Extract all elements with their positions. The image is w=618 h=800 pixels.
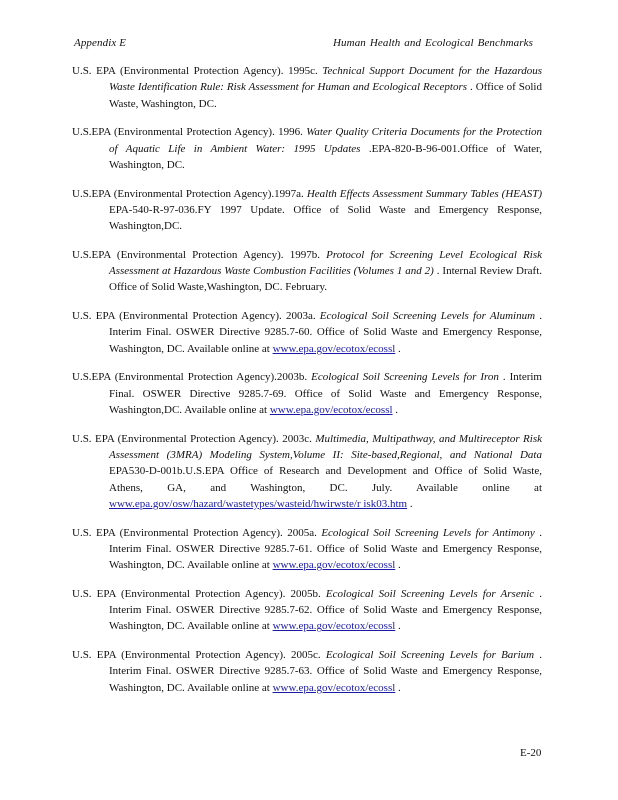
reference-entry: U.S. EPA (Environmental Protection Agency). 2005c. Ecological Soil Screening Levels for Barium . Interim Final. OSWER Directive 9285.7-63. Office of Solid Waste and Emergency Response, Washington, DC. Available online at www.epa.gov/ecotox/ecossl .: [72, 649, 543, 694]
reference-tail: . Internal Review Draft. Office of Solid Waste,Washington, DC. February.: [109, 265, 543, 294]
reference-lead: U.S.EPA (Environmental Protection Agency).1997a.: [72, 187, 304, 200]
reference-tail: .EPA-820-B-96-001.Office of Water, Washington, DC.: [109, 142, 542, 171]
reference-entry: U.S.EPA (Environmental Protection Agency).2003b. Ecological Soil Screening Levels for Iron . Interim Final. OSWER Directive 9285.7-69. Office of Solid Waste and Emergency Response, Washington,DC. Available online at www.epa.gov/ecotox/ecossl .: [72, 371, 542, 416]
reference-tail: . Office of Solid Waste, Washington, DC.: [109, 81, 542, 110]
reference-tail: . Interim Final. OSWER Directive 9285.7-62. Office of Solid Waste and Emergency Response, Washington, DC. Available online at: [109, 587, 542, 633]
reference-link[interactable]: www.epa.gov/ecotox/ecossl: [272, 559, 396, 572]
reference-entry: U.S. EPA (Environmental Protection Agency). 2003c. Multimedia, Multipathway, and Multireceptor Risk Assessment (3MRA) Modeling System,Volume II: Site-based,Regional, and National Data EPA530-D-001b.U.S.EPA Office of Research and Development and Office of Solid Waste, Athens, GA, and Washington, DC. July. Available online at www.epa.gov/osw/hazard/wastetypes/wasteid/hwirwste/r isk03.htm .: [72, 432, 542, 510]
reference-lead: U.S. EPA (Environmental Protection Agency). 2003c.: [72, 432, 312, 445]
reference-title: Multimedia, Multipathway, and Multireceptor Risk Assessment (3MRA) Modeling System,Volume II: Site-based,Regional, and National Data: [109, 432, 542, 461]
reference-entry: [72, 124, 542, 173]
reference-link[interactable]: www.epa.gov/ecotox/ecossl: [272, 681, 396, 694]
reference-tail: . Interim Final. OSWER Directive 9285.7-63. Office of Solid Waste and Emergency Response, Washington, DC. Available online at: [109, 649, 543, 694]
reference-title: Ecological Soil Screening Levels for Antimony: [321, 526, 535, 539]
reference-title: Ecological Soil Screening Levels for Iron: [311, 371, 499, 384]
reference-lead: U.S.EPA (Environmental Protection Agency). 1996.: [72, 126, 303, 139]
reference-link[interactable]: www.epa.gov/ecotox/ecossl: [272, 620, 396, 633]
reference-title: Ecological Soil Screening Levels for Barium: [325, 649, 535, 662]
reference-title: Water Quality Criteria Documents for the Protection of Aquatic Life in Ambient Water: 1995 Updates: [109, 126, 543, 155]
reference-title: Health Effects Assessment Summary Tables (HEAST): [306, 187, 543, 200]
reference-tail: . Interim Final. OSWER Directive 9285.7-61. Office of Solid Waste and Emergency Response, Washington, DC. Available online at: [109, 526, 543, 572]
page-number: E-20: [520, 747, 542, 759]
reference-entry: U.S. EPA (Environmental Protection Agency). 2003a. Ecological Soil Screening Levels for Aluminum . Interim Final. OSWER Directive 9285.7-60. Office of Solid Waste and Emergency Response, Washington, DC. Available online at www.epa.gov/ecotox/ecossl .: [72, 310, 543, 355]
reference-lead: U.S. EPA (Environmental Protection Agency). 2005c.: [72, 649, 321, 662]
reference-link[interactable]: www.epa.gov/ecotox/ecossl: [269, 404, 393, 416]
reference-tail: . Interim Final. OSWER Directive 9285.7-69. Office of Solid Waste and Emergency Response, Washington,DC. Available online at: [109, 371, 542, 416]
reference-entry: [72, 63, 542, 112]
reference-link[interactable]: www.epa.gov/ecotox/ecossl: [272, 342, 396, 355]
reference-tail: . Interim Final. OSWER Directive 9285.7-60. Office of Solid Waste and Emergency Response, Washington, DC. Available online at: [109, 310, 543, 355]
reference-lead: U.S. EPA (Environmental Protection Agency). 2005b.: [72, 587, 321, 600]
reference-entry: [72, 186, 542, 235]
reference-lead: U.S. EPA (Environmental Protection Agency). 1995c.: [72, 65, 318, 77]
reference-lead: U.S. EPA (Environmental Protection Agency). 2005a.: [72, 526, 317, 539]
reference-entry: U.S. EPA (Environmental Protection Agency). 2005b. Ecological Soil Screening Levels for Arsenic . Interim Final. OSWER Directive 9285.7-62. Office of Solid Waste and Emergency Response, Washington, DC. Available online at www.epa.gov/ecotox/ecossl .: [72, 587, 542, 633]
reference-lead: U.S.EPA (Environmental Protection Agency).2003b.: [72, 371, 308, 384]
running-header-left: Appendix E: [74, 37, 127, 49]
reference-list: [72, 63, 542, 708]
reference-entry: U.S. EPA (Environmental Protection Agency). 2005a. Ecological Soil Screening Levels for Antimony . Interim Final. OSWER Directive 9285.7-61. Office of Solid Waste and Emergency Response, Washington, DC. Available online at www.epa.gov/ecotox/ecossl .: [72, 526, 543, 572]
reference-title: Technical Support Document for the Hazardous Waste Identification Rule: Risk Assessment for Human and Ecological Receptors: [109, 65, 542, 94]
reference-entry: [72, 247, 542, 296]
reference-lead: U.S. EPA (Environmental Protection Agency). 2003a.: [72, 310, 316, 323]
reference-link[interactable]: www.epa.gov/osw/hazard/wastetypes/wasteid/hwirwste/r isk03.htm: [109, 497, 408, 510]
reference-title: Protocol for Screening Level Ecological Risk Assessment at Hazardous Waste Combustion Facilities (Volumes 1 and 2): [109, 248, 542, 278]
reference-title: Ecological Soil Screening Levels for Arsenic: [325, 587, 535, 600]
reference-tail: EPA530-D-001b.U.S.EPA Office of Research and Development and Office of Solid Waste, Athens, GA, and Washington, DC. July. Available online at: [109, 465, 542, 494]
reference-title: Ecological Soil Screening Levels for Aluminum: [319, 310, 536, 323]
reference-lead: U.S.EPA (Environmental Protection Agency). 1997b.: [72, 248, 320, 261]
running-header-right: Human Health and Ecological Benchmarks: [333, 37, 533, 49]
reference-tail: EPA-540-R-97-036.FY 1997 Update. Office of Solid Waste and Emergency Response, Washington,DC.: [109, 203, 542, 233]
